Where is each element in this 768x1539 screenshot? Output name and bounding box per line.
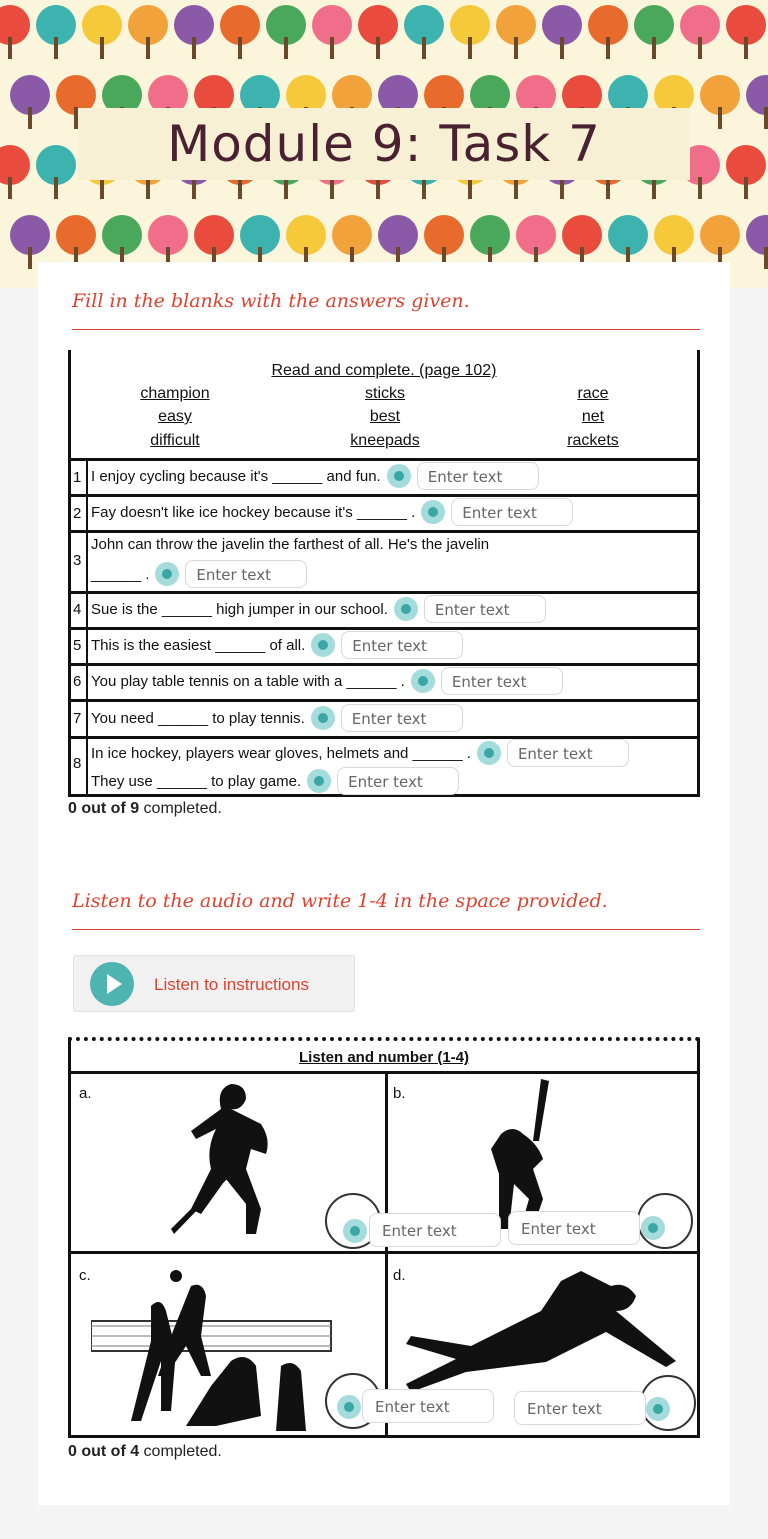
swimming-silhouette xyxy=(401,1261,701,1391)
worksheet-heading: Read and complete. (page 102) xyxy=(271,362,497,379)
completed-label: completed. xyxy=(139,800,222,817)
tree-trunk xyxy=(468,37,472,59)
answer-input-c[interactable]: Enter text xyxy=(362,1389,494,1423)
completed-count: 0 out of 4 xyxy=(68,1443,140,1460)
tree-trunk xyxy=(376,177,380,199)
picture-label-c: c. xyxy=(79,1267,91,1284)
completed-count: 0 out of 9 xyxy=(68,800,140,817)
tree-trunk xyxy=(744,37,748,59)
tree-trunk xyxy=(8,37,12,59)
drop-target-icon[interactable] xyxy=(646,1397,670,1421)
sentence-row xyxy=(91,462,539,490)
sentence: This is the easiest ______ of all. xyxy=(91,636,306,654)
answer-input-3[interactable]: Enter text xyxy=(185,560,307,588)
word-bank-item: rackets xyxy=(567,432,619,449)
completion-status xyxy=(68,800,222,818)
answer-input-5[interactable]: Enter text xyxy=(341,631,463,659)
sentence-row xyxy=(91,631,463,659)
drop-target-icon[interactable] xyxy=(387,464,411,488)
sentence-row xyxy=(91,498,573,526)
tree-trunk xyxy=(54,37,58,59)
listen-button[interactable] xyxy=(73,955,355,1012)
sentence-cont: They use ______ to play game. xyxy=(91,772,302,790)
tree-trunk xyxy=(330,177,334,199)
drop-target-icon[interactable] xyxy=(343,1219,367,1243)
tree-trunk xyxy=(192,37,196,59)
word-bank-item: sticks xyxy=(365,385,405,402)
completion-status xyxy=(68,1443,222,1461)
divider xyxy=(72,929,700,930)
tree-trunk xyxy=(238,177,242,199)
answer-input-a[interactable]: Enter text xyxy=(369,1213,501,1247)
word-bank-item: best xyxy=(369,408,401,425)
drop-target-icon[interactable] xyxy=(311,633,335,657)
picture-label-d: d. xyxy=(393,1267,406,1284)
tree-trunk xyxy=(8,177,12,199)
row-number: 3 xyxy=(73,552,82,569)
tree-trunk xyxy=(284,37,288,59)
row-divider xyxy=(71,1251,697,1254)
column-divider xyxy=(385,1071,388,1435)
word-bank-item: champion xyxy=(140,385,210,402)
row-divider xyxy=(71,663,697,666)
drop-target-icon[interactable] xyxy=(337,1395,361,1419)
tree-trunk xyxy=(100,177,104,199)
tree-trunk xyxy=(100,37,104,59)
drop-target-icon[interactable] xyxy=(394,597,418,621)
worksheet-fill-blanks xyxy=(68,350,700,797)
sentence-row xyxy=(91,595,546,623)
sentence-row xyxy=(91,560,307,588)
tree-trunk xyxy=(238,37,242,59)
answer-input-d[interactable]: Enter text xyxy=(514,1391,646,1425)
sentence: You need ______ to play tennis. xyxy=(91,709,305,727)
sentence: Sue is the ______ high jumper in our school. xyxy=(91,600,388,618)
drop-target-icon[interactable] xyxy=(307,769,331,793)
sentence-row xyxy=(91,767,459,795)
sentence-row xyxy=(91,704,463,732)
word-bank-item: kneepads xyxy=(350,432,420,449)
answer-input-6[interactable]: Enter text xyxy=(441,667,563,695)
tree-trunk xyxy=(698,37,702,59)
sentence: Fay doesn't like ice hockey because it's ______ . xyxy=(91,503,416,521)
tree-trunk xyxy=(330,37,334,59)
tree-trunk xyxy=(718,107,722,129)
header-banner xyxy=(0,0,768,288)
drop-target-icon[interactable] xyxy=(411,669,435,693)
drop-target-icon[interactable] xyxy=(477,741,501,765)
tree-trunk xyxy=(606,37,610,59)
row-number: 1 xyxy=(73,469,82,486)
tree-trunk xyxy=(28,247,32,269)
sentence: You play table tennis on a table with a ______ . xyxy=(91,672,405,690)
word-bank-item: difficult xyxy=(150,432,200,449)
row-number: 4 xyxy=(73,601,82,618)
drop-target-icon[interactable] xyxy=(421,500,445,524)
tree-trunk xyxy=(146,177,150,199)
tree-trunk xyxy=(468,177,472,199)
tree-trunk xyxy=(764,247,768,269)
sentence-row xyxy=(91,667,563,695)
ice-hockey-silhouette xyxy=(151,1079,301,1244)
row-number: 7 xyxy=(73,710,82,727)
answer-input-7[interactable]: Enter text xyxy=(341,704,463,732)
section2-instruction: Listen to the audio and write 1-4 in the space provided. xyxy=(72,890,608,912)
sentence: I enjoy cycling because it's ______ and fun. xyxy=(91,467,381,485)
tree-trunk xyxy=(376,37,380,59)
answer-input-4[interactable]: Enter text xyxy=(424,595,546,623)
worksheet-heading: Listen and number (1-4) xyxy=(298,1049,470,1066)
tree-trunk xyxy=(744,177,748,199)
answer-input-1[interactable]: Enter text xyxy=(417,462,539,490)
word-bank-item: easy xyxy=(158,408,192,425)
picture-label-b: b. xyxy=(393,1085,406,1102)
tree-icon xyxy=(0,5,30,45)
drop-target-icon[interactable] xyxy=(641,1216,665,1240)
tree-trunk xyxy=(560,177,564,199)
answer-input-2[interactable]: Enter text xyxy=(451,498,573,526)
tree-trunk xyxy=(764,107,768,129)
play-icon[interactable] xyxy=(90,962,134,1006)
tree-trunk xyxy=(146,37,150,59)
drop-target-icon[interactable] xyxy=(155,562,179,586)
volleyball-silhouette xyxy=(91,1266,341,1436)
row-divider xyxy=(71,494,697,497)
tree-trunk xyxy=(560,37,564,59)
sentence-row xyxy=(91,739,629,767)
drop-target-icon[interactable] xyxy=(311,706,335,730)
answer-input-9[interactable]: Enter text xyxy=(337,767,459,795)
tree-trunk xyxy=(422,177,426,199)
sentence: In ice hockey, players wear gloves, helmets and ______ . xyxy=(91,744,471,762)
sentence-cont: ______ . xyxy=(91,565,150,583)
sentence: John can throw the javelin the farthest of all. He's the javelin xyxy=(91,535,490,553)
tree-trunk xyxy=(28,107,32,129)
completed-label: completed. xyxy=(139,1443,222,1460)
word-bank-item: race xyxy=(577,385,609,402)
tree-trunk xyxy=(284,177,288,199)
tree-trunk xyxy=(606,177,610,199)
word-bank-item: net xyxy=(581,408,605,425)
tree-trunk xyxy=(192,177,196,199)
row-divider xyxy=(71,458,697,461)
row-divider xyxy=(71,699,697,702)
title-box xyxy=(78,108,690,180)
row-divider xyxy=(71,1071,697,1074)
listen-label: Listen to instructions xyxy=(154,975,309,994)
answer-input-8[interactable]: Enter text xyxy=(507,739,629,767)
tree-trunk xyxy=(422,37,426,59)
answer-input-b[interactable]: Enter text xyxy=(508,1211,640,1245)
tree-trunk xyxy=(514,177,518,199)
picture-label-a: a. xyxy=(79,1085,92,1102)
row-divider xyxy=(71,627,697,630)
row-number: 8 xyxy=(73,755,82,772)
tree-trunk xyxy=(514,37,518,59)
tree-trunk xyxy=(652,37,656,59)
tree-trunk xyxy=(698,177,702,199)
section1-instruction: Fill in the blanks with the answers given. xyxy=(72,290,470,312)
row-number: 5 xyxy=(73,637,82,654)
tree-trunk xyxy=(54,177,58,199)
sentence-row xyxy=(91,533,489,555)
tree-trunk xyxy=(652,177,656,199)
row-number: 6 xyxy=(73,673,82,690)
row-divider xyxy=(71,591,697,594)
row-number: 2 xyxy=(73,505,82,522)
page-title: Module 9: Task 7 xyxy=(167,115,601,173)
divider xyxy=(72,329,700,330)
tree-icon xyxy=(0,145,30,185)
